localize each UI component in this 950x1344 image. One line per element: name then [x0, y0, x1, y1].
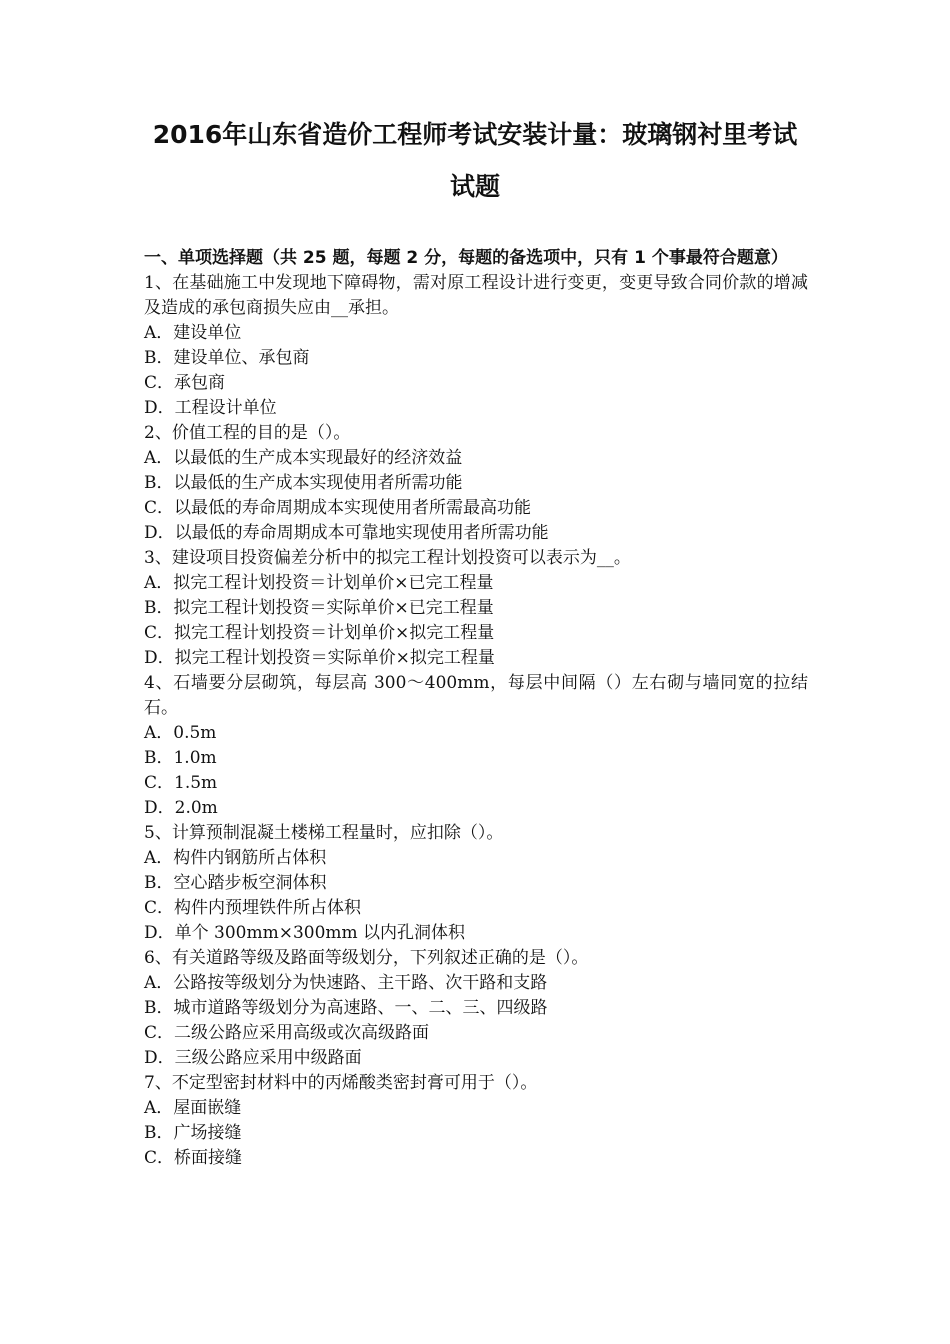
question-text: 7、不定型密封材料中的丙烯酸类密封膏可用于（）。	[144, 1073, 538, 1093]
option-b: B．建设单位、承包商	[144, 348, 310, 368]
question-3	[144, 546, 808, 671]
option-d: D．工程设计单位	[144, 398, 277, 418]
option-b: B．空心踏步板空洞体积	[144, 873, 327, 893]
option-b: B．1.0m	[144, 748, 217, 768]
question-text: 4、石墙要分层砌筑，每层高 300～400mm，每层中间隔（）左右砌与墙同宽的拉结石。	[144, 673, 808, 718]
option-c: C．构件内预埋铁件所占体积	[144, 898, 362, 918]
option-c: C．以最低的寿命周期成本实现使用者所需最高功能	[144, 498, 532, 518]
option-d: D．以最低的寿命周期成本可靠地实现使用者所需功能	[144, 523, 549, 543]
question-1	[144, 271, 808, 421]
option-a: A．拟完工程计划投资＝计划单价×已完工程量	[144, 573, 494, 593]
option-c: C．桥面接缝	[144, 1148, 243, 1168]
question-7	[144, 1071, 808, 1171]
option-d: D．三级公路应采用中级路面	[144, 1048, 362, 1068]
option-d: D．拟完工程计划投资＝实际单价×拟完工程量	[144, 648, 495, 668]
option-b: B．拟完工程计划投资＝实际单价×已完工程量	[144, 598, 494, 618]
question-2	[144, 421, 808, 546]
option-b: B．广场接缝	[144, 1123, 242, 1143]
document-body	[144, 246, 808, 1171]
option-c: C．承包商	[144, 373, 226, 393]
option-c: C．二级公路应采用高级或次高级路面	[144, 1023, 430, 1043]
option-d: D．2.0m	[144, 798, 218, 818]
question-text: 5、计算预制混凝土楼梯工程量时，应扣除（）。	[144, 823, 504, 843]
option-a: A．构件内钢筋所占体积	[144, 848, 327, 868]
option-d: D．单个 300mm×300mm 以内孔洞体积	[144, 923, 466, 943]
option-a: A．公路按等级划分为快速路、主干路、次干路和支路	[144, 973, 548, 993]
question-text: 2、价值工程的目的是（）。	[144, 423, 351, 443]
option-a: A．建设单位	[144, 323, 242, 343]
option-c: C．拟完工程计划投资＝计划单价×拟完工程量	[144, 623, 495, 643]
document-title-line-2: 试题	[449, 172, 500, 201]
document-title-line-1: 2016年山东省造价工程师考试安装计量：玻璃钢衬里考试	[152, 120, 798, 149]
section-heading: 一、单项选择题（共 25 题，每题 2 分，每题的备选项中，只有 1 个事最符合题意）	[144, 248, 788, 268]
question-4	[144, 671, 808, 821]
option-b: B．以最低的生产成本实现使用者所需功能	[144, 473, 463, 493]
option-c: C．1.5m	[144, 773, 218, 793]
question-text: 3、建设项目投资偏差分析中的拟完工程计划投资可以表示为__。	[144, 548, 631, 568]
option-b: B．城市道路等级划分为高速路、一、二、三、四级路	[144, 998, 548, 1018]
question-text: 1、在基础施工中发现地下障碍物，需对原工程设计进行变更，变更导致合同价款的增减及造成的承包商损失应由__承担。	[144, 273, 808, 318]
question-text: 6、有关道路等级及路面等级划分，下列叙述正确的是（）。	[144, 948, 589, 968]
option-a: A．屋面嵌缝	[144, 1098, 242, 1118]
question-6	[144, 946, 808, 1071]
question-5	[144, 821, 808, 946]
option-a: A．以最低的生产成本实现最好的经济效益	[144, 448, 463, 468]
option-a: A．0.5m	[144, 723, 217, 743]
